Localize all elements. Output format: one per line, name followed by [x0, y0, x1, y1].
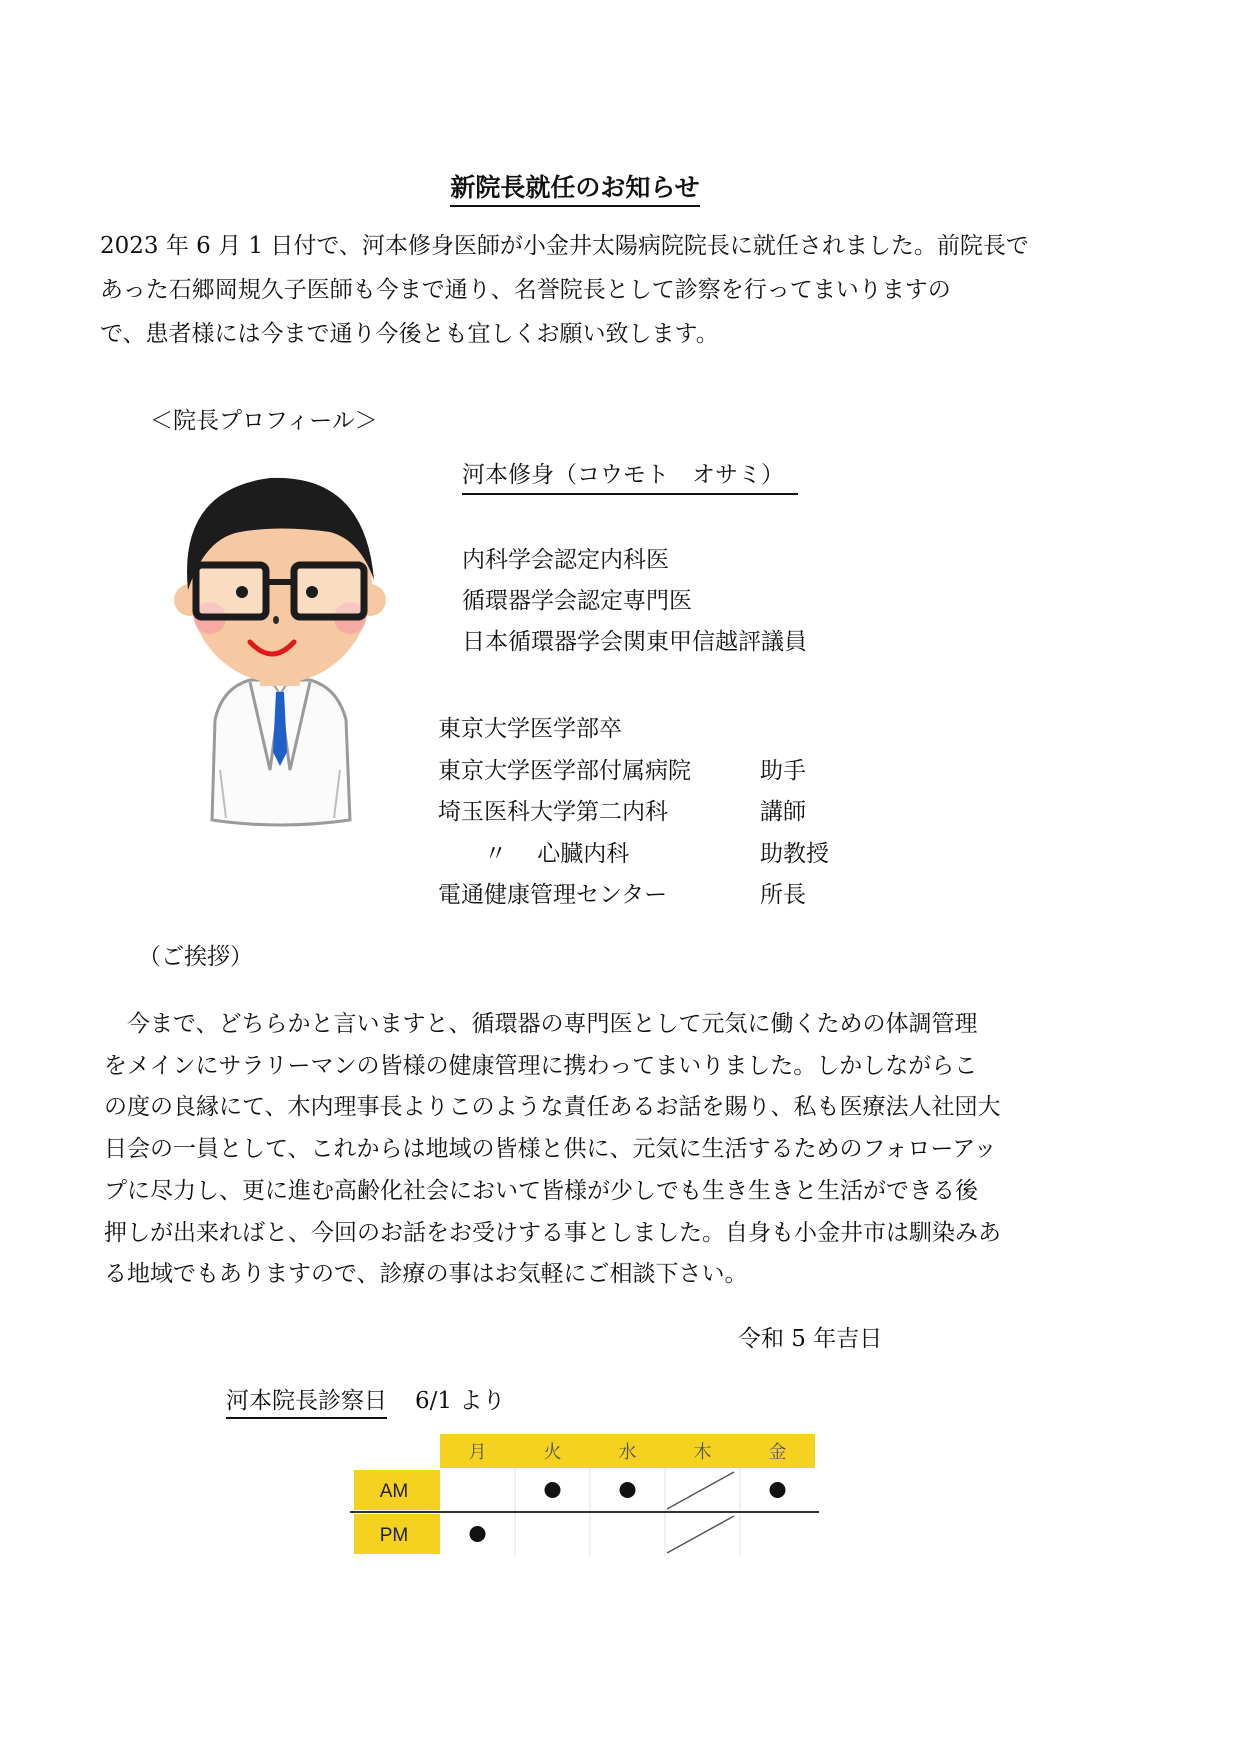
career-row [438, 834, 880, 876]
schedule-row-label: AM [379, 1481, 409, 1502]
schedule-clinic-dot [470, 1526, 486, 1542]
schedule-title: 河本院長診察日 [226, 1388, 387, 1419]
career-role: 助手 [760, 757, 806, 784]
schedule-closed-slash [667, 1472, 734, 1509]
page-title: 新院長就任のお知らせ [0, 168, 1150, 204]
career-role: 助教授 [760, 840, 829, 867]
credentials-list [462, 540, 807, 663]
credential-item: 内科学会認定内科医 [462, 547, 669, 573]
schedule-day-label: 月 [468, 1442, 487, 1463]
schedule-row-label: PM [379, 1525, 409, 1546]
intro-paragraph [100, 224, 1060, 356]
credential-item: 循環器学会認定専門医 [462, 588, 692, 614]
greeting-line: 押しが出来ればと、今回のお話をお受けする事としました。自身も小金井市は馴染みあ [104, 1219, 1001, 1246]
career-role: 講師 [760, 799, 806, 825]
intro-line: で、患者様には今まで通り今後とも宜しくお願い致します。 [100, 321, 719, 347]
doctor-illustration-icon [160, 470, 400, 832]
schedule-start: 6/1 より [415, 1388, 506, 1414]
career-org: 東京大学医学部卒 [438, 716, 622, 742]
profile-heading: ＜院長プロフィール＞ [150, 408, 378, 434]
greeting-line: の度の良縁にて、木内理事長よりこのような責任あるお話を賜り、私も医療法人社団大 [104, 1094, 1001, 1121]
doctor-name: 河本修身（コウモト オサミ） [462, 456, 798, 495]
career-row [438, 709, 880, 751]
greeting-heading: （ご挨拶） [138, 944, 253, 970]
career-row [438, 751, 880, 793]
schedule-clinic-dot [620, 1482, 636, 1498]
schedule-day-label: 火 [543, 1442, 562, 1463]
schedule-label [226, 1382, 505, 1415]
schedule-day-label: 木 [693, 1442, 712, 1463]
greeting-paragraph [104, 1004, 1064, 1296]
career-role: 所長 [760, 882, 806, 908]
career-row [438, 792, 880, 834]
intro-line: 2023 年 6 月 1 日付で、河本修身医師が小金井太陽病院院長に就任されました。前院長で [100, 233, 1029, 259]
schedule-clinic-dot [545, 1482, 561, 1498]
career-list [438, 709, 880, 917]
issue-date: 令和 5 年吉日 [738, 1326, 883, 1352]
schedule-closed-slash [667, 1516, 734, 1553]
career-row [438, 875, 880, 917]
career-org: 埼玉医科大学第二内科 [438, 799, 668, 825]
schedule-day-label: 水 [618, 1442, 637, 1463]
greeting-line: をメインにサラリーマンの皆様の健康管理に携わってまいりました。しかしながらこ [104, 1052, 978, 1079]
schedule-day-label: 金 [768, 1442, 787, 1463]
credential-item: 日本循環器学会関東甲信越評議員 [462, 629, 807, 655]
intro-line: あった石郷岡規久子医師も今まで通り、名誉院長として診察を行ってまいりますの [100, 277, 951, 303]
career-org: 東京大学医学部付属病院 [438, 757, 691, 784]
greeting-line: 今まで、どちらかと言いますと、循環器の専門医として元気に働くための体調管理 [104, 1011, 978, 1037]
greeting-line: プに尽力し、更に進む高齢化社会において皆様が少しでも生き生きと生活ができる後 [104, 1177, 978, 1204]
career-org: 〃 心臓内科 [438, 840, 630, 867]
career-org: 電通健康管理センター [438, 882, 668, 908]
career-role [760, 709, 880, 751]
greeting-line: 日会の一員として、これからは地域の皆様と供に、元気に生活するためのフォローアッ [104, 1136, 997, 1163]
schedule-table [350, 1434, 820, 1574]
greeting-line: る地域でもありますので、診療の事はお気軽にご相談下さい。 [104, 1261, 748, 1288]
schedule-clinic-dot [770, 1482, 786, 1498]
